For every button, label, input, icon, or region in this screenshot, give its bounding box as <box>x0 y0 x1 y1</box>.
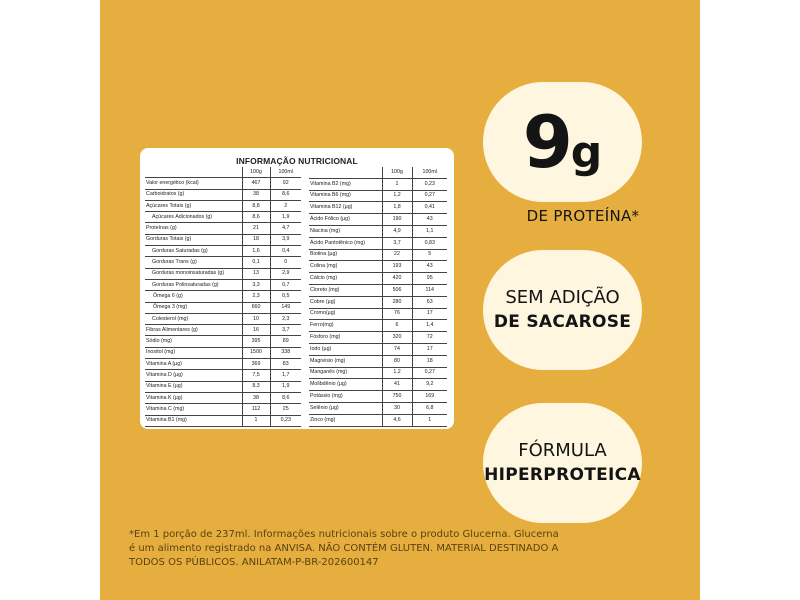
formula-badge <box>483 403 642 523</box>
value-per-100ml: 1 <box>412 414 447 426</box>
value-per-100ml: 2,9 <box>270 268 301 279</box>
nutrient-name: Ferro(mg) <box>309 320 382 332</box>
protein-number: 9 <box>522 100 571 184</box>
table-header-row <box>309 167 447 178</box>
value-per-100ml: 0,4 <box>270 246 301 257</box>
table-row <box>309 379 447 391</box>
value-per-100g: 18 <box>242 234 270 245</box>
nutrient-name: Magnésio (mg) <box>309 355 382 367</box>
value-per-100ml: 114 <box>412 284 447 296</box>
no-sucrose-line2: DE SACAROSE <box>493 312 632 332</box>
value-per-100ml: 25 <box>270 404 301 415</box>
value-per-100g: 38 <box>242 189 270 200</box>
nutrient-name: Colesterol (mg) <box>145 313 242 324</box>
value-per-100ml: 63 <box>412 296 447 308</box>
value-per-100g: 10 <box>242 313 270 324</box>
nutrient-name: Molibdênio (µg) <box>309 379 382 391</box>
value-per-100ml: 2 <box>270 200 301 211</box>
value-per-100ml: 8,6 <box>270 189 301 200</box>
formula-line1: FÓRMULA <box>518 440 607 461</box>
value-per-100g: 1 <box>242 415 270 426</box>
value-per-100ml: 89 <box>270 336 301 347</box>
value-per-100g: 1,8 <box>382 202 412 214</box>
table-row <box>309 402 447 414</box>
protein-badge <box>483 82 642 202</box>
nutrient-name: Vitamina B1 (mg) <box>145 415 242 426</box>
header-per-100ml: 100ml <box>412 167 447 178</box>
nutrient-name: Fósforo (mg) <box>309 332 382 344</box>
value-per-100g: 74 <box>382 343 412 355</box>
header-per-100g: 100g <box>242 167 270 178</box>
table-row <box>145 234 301 245</box>
header-nutrient <box>309 167 382 178</box>
table-row <box>309 367 447 379</box>
value-per-100g: 3,3 <box>242 279 270 290</box>
value-per-100ml: 6,8 <box>412 402 447 414</box>
value-per-100ml: 0,23 <box>270 415 301 426</box>
table-row <box>309 296 447 308</box>
value-per-100g: 30 <box>382 402 412 414</box>
value-per-100ml: 92 <box>270 178 301 189</box>
value-per-100g: 76 <box>382 308 412 320</box>
table-row <box>145 347 301 358</box>
nutrient-name: Gorduras Totais (g) <box>145 234 242 245</box>
value-per-100ml: 0,5 <box>270 291 301 302</box>
value-per-100g: 193 <box>382 261 412 273</box>
value-per-100g: 660 <box>242 302 270 313</box>
nutrient-name: Vitamina B12 (µg) <box>309 202 382 214</box>
header-per-100ml: 100ml <box>270 167 301 178</box>
value-per-100g: 320 <box>382 332 412 344</box>
nutrient-name: Zinco (mg) <box>309 414 382 426</box>
table-row <box>309 391 447 403</box>
nutrition-table-right <box>309 167 447 427</box>
nutrition-table-left <box>145 167 301 427</box>
table-row <box>309 214 447 226</box>
table-row <box>145 268 301 279</box>
table-row <box>145 246 301 257</box>
formula-line2: HIPERPROTEICA <box>484 465 641 485</box>
value-per-100ml: 3,9 <box>270 234 301 245</box>
nutrient-name: Vitamina E (µg) <box>145 381 242 392</box>
value-per-100g: 1 <box>382 178 412 190</box>
value-per-100ml: 83 <box>270 359 301 370</box>
value-per-100ml: 95 <box>412 273 447 285</box>
nutrient-name: Manganês (mg) <box>309 367 382 379</box>
nutrient-name: Gorduras Polinsaturadas (g) <box>145 279 242 290</box>
value-per-100ml: 17 <box>412 308 447 320</box>
value-per-100g: 41 <box>382 379 412 391</box>
nutrient-name: Proteínas (g) <box>145 223 242 234</box>
value-per-100ml: 149 <box>270 302 301 313</box>
table-row <box>309 320 447 332</box>
header-per-100g: 100g <box>382 167 412 178</box>
value-per-100g: 190 <box>382 214 412 226</box>
nutrient-name: Gorduras Saturadas (g) <box>145 246 242 257</box>
nutrient-name: Carboidratos (g) <box>145 189 242 200</box>
table-row <box>309 237 447 249</box>
value-per-100g: 8,6 <box>242 212 270 223</box>
value-per-100ml: 0,23 <box>412 178 447 190</box>
value-per-100ml: 43 <box>412 261 447 273</box>
value-per-100ml: 1,9 <box>270 381 301 392</box>
value-per-100g: 16 <box>242 325 270 336</box>
value-per-100g: 467 <box>242 178 270 189</box>
value-per-100ml: 2,3 <box>270 313 301 324</box>
protein-label: DE PROTEÍNA* <box>526 207 640 225</box>
value-per-100ml: 5 <box>412 249 447 261</box>
nutrient-name: Sódio (mg) <box>145 336 242 347</box>
table-row <box>145 257 301 268</box>
table-row <box>309 190 447 202</box>
table-row <box>145 200 301 211</box>
value-per-100ml: 0,41 <box>412 202 447 214</box>
nutrient-name: Vitamina K (µg) <box>145 392 242 403</box>
value-per-100g: 7,5 <box>242 370 270 381</box>
value-per-100g: 3,7 <box>382 237 412 249</box>
value-per-100ml: 1,1 <box>412 225 447 237</box>
nutrient-name: Gorduras Trans (g) <box>145 257 242 268</box>
protein-unit: g <box>570 127 603 178</box>
value-per-100ml: 1,4 <box>412 320 447 332</box>
value-per-100g: 8,3 <box>242 381 270 392</box>
table-row <box>309 308 447 320</box>
nutrient-name: Vitamina B6 (mg) <box>309 190 382 202</box>
table-row <box>309 273 447 285</box>
value-per-100ml: 1,9 <box>270 212 301 223</box>
table-row <box>145 279 301 290</box>
nutrition-facts-card <box>140 148 454 429</box>
nutrient-name: Valor energético (kcal) <box>145 178 242 189</box>
value-per-100g: 112 <box>242 404 270 415</box>
table-row <box>309 343 447 355</box>
header-nutrient <box>145 167 242 178</box>
value-per-100g: 22 <box>382 249 412 261</box>
value-per-100g: 6 <box>382 320 412 332</box>
value-per-100ml: 3,7 <box>270 325 301 336</box>
table-row <box>145 336 301 347</box>
table-row <box>145 359 301 370</box>
table-row <box>145 325 301 336</box>
nutrition-title: INFORMAÇÃO NUTRICIONAL <box>236 156 358 166</box>
table-row <box>145 302 301 313</box>
table-row <box>145 381 301 392</box>
value-per-100g: 13 <box>242 268 270 279</box>
value-per-100g: 4,9 <box>382 225 412 237</box>
nutrient-name: Ácido Pantotênico (mg) <box>309 237 382 249</box>
nutrient-name: Selênio (µg) <box>309 402 382 414</box>
table-row <box>309 249 447 261</box>
protein-amount <box>522 100 603 184</box>
value-per-100ml: 169 <box>412 391 447 403</box>
nutrient-name: Ômega 6 (g) <box>145 291 242 302</box>
table-row <box>145 212 301 223</box>
table-row <box>309 284 447 296</box>
nutrient-name: Vitamina C (mg) <box>145 404 242 415</box>
nutrient-name: Iodo (µg) <box>309 343 382 355</box>
value-per-100ml: 0,27 <box>412 190 447 202</box>
nutrient-name: Inositol (mg) <box>145 347 242 358</box>
nutrient-name: Cromo(µg) <box>309 308 382 320</box>
table-row <box>145 392 301 403</box>
value-per-100g: 750 <box>382 391 412 403</box>
value-per-100g: 80 <box>382 355 412 367</box>
value-per-100g: 2,3 <box>242 291 270 302</box>
footnote: *Em 1 porção de 237ml. Informações nutricionais sobre o produto Glucerna. Glucerna é um alimento registrado na ANVISA. NÃO CONTÉM GLUTEN. MATERIAL DESTINADO A TODOS OS PÚBLICOS. ANILATAM-P-BR-202600147 <box>129 529 559 568</box>
value-per-100ml: 0 <box>270 257 301 268</box>
nutrient-name: Colina (mg) <box>309 261 382 273</box>
value-per-100ml: 0,7 <box>270 279 301 290</box>
value-per-100ml: 0,83 <box>412 237 447 249</box>
nutrient-name: Niacina (mg) <box>309 225 382 237</box>
no-sucrose-badge <box>483 250 642 370</box>
nutrient-name: Vitamina D (µg) <box>145 370 242 381</box>
value-per-100ml: 9,2 <box>412 379 447 391</box>
value-per-100g: 280 <box>382 296 412 308</box>
table-row <box>145 189 301 200</box>
table-row <box>309 178 447 190</box>
value-per-100ml: 4,7 <box>270 223 301 234</box>
value-per-100g: 1,2 <box>382 367 412 379</box>
table-row <box>309 414 447 426</box>
nutrient-name: Ácido Fólico (µg) <box>309 214 382 226</box>
table-row <box>145 415 301 426</box>
table-row <box>309 225 447 237</box>
nutrient-name: Vitamina B2 (mg) <box>309 178 382 190</box>
value-per-100g: 8,8 <box>242 200 270 211</box>
value-per-100ml: 72 <box>412 332 447 344</box>
table-row <box>309 355 447 367</box>
value-per-100g: 0,1 <box>242 257 270 268</box>
value-per-100g: 21 <box>242 223 270 234</box>
nutrient-name: Açúcares Totais (g) <box>145 200 242 211</box>
product-panel <box>100 0 700 600</box>
table-row <box>145 291 301 302</box>
value-per-100g: 395 <box>242 336 270 347</box>
value-per-100ml: 338 <box>270 347 301 358</box>
value-per-100ml: 18 <box>412 355 447 367</box>
value-per-100g: 1,6 <box>242 246 270 257</box>
value-per-100g: 369 <box>242 359 270 370</box>
table-row <box>145 223 301 234</box>
value-per-100g: 4,6 <box>382 414 412 426</box>
value-per-100ml: 0,27 <box>412 367 447 379</box>
value-per-100ml: 8,6 <box>270 392 301 403</box>
table-header-row <box>145 167 301 178</box>
table-row <box>309 261 447 273</box>
nutrient-name: Cálcio (mg) <box>309 273 382 285</box>
nutrient-name: Biotina (µg) <box>309 249 382 261</box>
nutrient-name: Gorduras monoinsaturadas (g) <box>145 268 242 279</box>
value-per-100ml: 43 <box>412 214 447 226</box>
nutrient-name: Potássio (mg) <box>309 391 382 403</box>
value-per-100g: 38 <box>242 392 270 403</box>
table-row <box>145 404 301 415</box>
table-row <box>145 370 301 381</box>
nutrient-name: Vitamina A (µg) <box>145 359 242 370</box>
value-per-100ml: 1,7 <box>270 370 301 381</box>
value-per-100ml: 17 <box>412 343 447 355</box>
nutrient-name: Fibras Alimentares (g) <box>145 325 242 336</box>
table-row <box>309 202 447 214</box>
nutrient-name: Ômega 3 (mg) <box>145 302 242 313</box>
nutrient-name: Cloreto (mg) <box>309 284 382 296</box>
table-row <box>145 313 301 324</box>
value-per-100g: 1,2 <box>382 190 412 202</box>
value-per-100g: 420 <box>382 273 412 285</box>
nutrient-name: Cobre (µg) <box>309 296 382 308</box>
value-per-100g: 1500 <box>242 347 270 358</box>
nutrient-name: Açúcares Adicionados (g) <box>145 212 242 223</box>
table-row <box>309 332 447 344</box>
no-sucrose-line1: SEM ADIÇÃO <box>505 287 620 308</box>
value-per-100g: 506 <box>382 284 412 296</box>
table-row <box>145 178 301 189</box>
